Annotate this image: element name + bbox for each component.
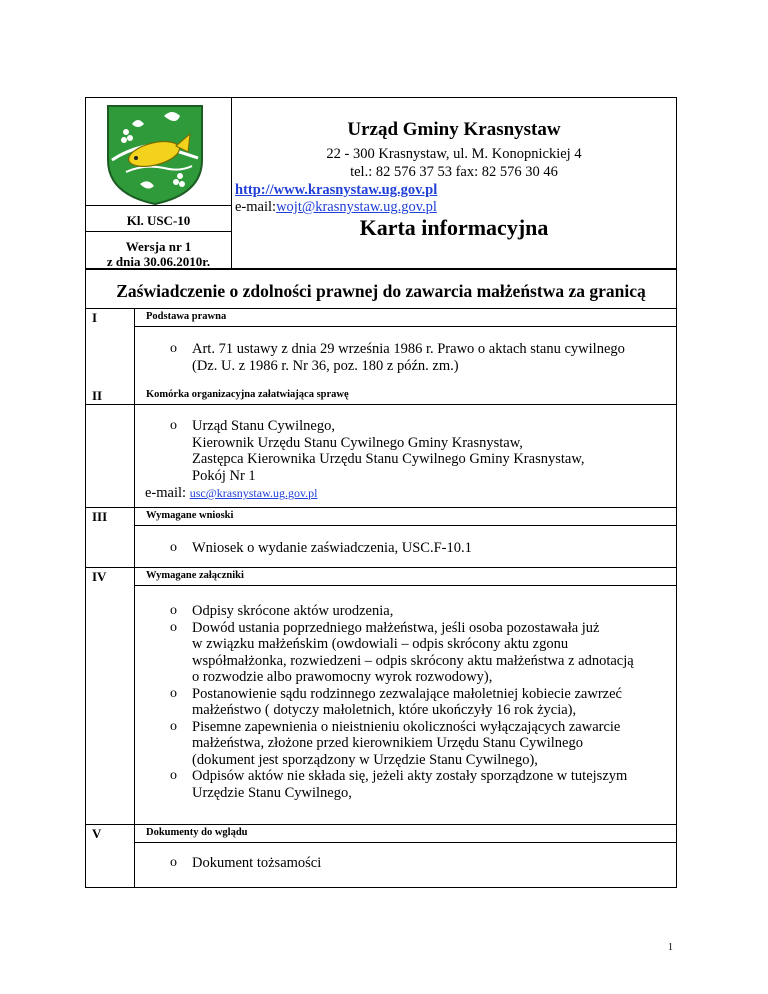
email-label: e-mail:: [235, 199, 277, 215]
column-divider: [134, 404, 135, 507]
section-heading: Dokumenty do wglądu: [146, 827, 248, 838]
header-divider: [86, 231, 231, 232]
bullet-icon: o: [170, 685, 177, 701]
office-address: 22 - 300 Krasnystaw, ul. M. Konopnickiej 4: [326, 146, 582, 162]
section-heading-underline: [134, 585, 676, 586]
document-title: Zaświadczenie o zdolności prawnej do zawarcia małżeństwa za granicą: [116, 281, 646, 301]
section-items: [170, 603, 670, 801]
email-label: e-mail:: [145, 485, 187, 501]
section-heading-underline: [134, 842, 676, 843]
card-version: [86, 239, 231, 269]
card-title: Karta informacyjna: [359, 215, 549, 240]
section-heading-underline: [134, 404, 676, 405]
section-number: V: [92, 826, 102, 841]
section-items: [170, 540, 670, 557]
office-name: Urząd Gminy Krasnystaw: [347, 119, 561, 140]
list-item: o Pisemne zapewnienia o nieistnieniu okoliczności wyłączających zawarcie małżeństwa, złożone przed kierownikiem Urzędu Stanu Cywilnego (dokument jest sporządzony w Urzędzie Stanu Cywilnego),: [170, 718, 621, 768]
version-number: Wersja nr 1: [125, 239, 192, 254]
list-item: o Art. 71 ustawy z dnia 29 września 1986 r. Prawo o aktach stanu cywilnego (Dz. U. z 1986 r. Nr 36, poz. 180 z późn. zm.): [170, 341, 625, 374]
section-heading: Wymagane załączniki: [146, 570, 244, 581]
website-link[interactable]: http://www.krasnystaw.ug.gov.pl: [235, 182, 438, 198]
row-divider: [86, 567, 676, 568]
usc-email-line: [145, 485, 318, 502]
section-number: II: [92, 388, 103, 403]
bullet-icon: o: [170, 540, 177, 555]
list-item: o Dowód ustania poprzedniego małżeństwa, jeśli osoba pozostawała już w związku małżeńskim (owdowiali – odpis skrócony aktu zgonu współmałżonka, rozwiedzeni – odpis skrócony aktu małżeństwa z adnotacją o rozwodzie albo prawomocny wyrok rozwodowy),: [170, 619, 634, 685]
section-items: [170, 341, 670, 374]
column-divider: [134, 308, 135, 404]
bullet-icon: o: [170, 718, 177, 734]
bullet-icon: o: [170, 855, 177, 870]
column-divider: [134, 507, 135, 567]
list-item: o Odpisy skrócone aktów urodzenia,: [170, 603, 394, 619]
list-item: o Postanowienie sądu rodzinnego zezwalające małoletniej kobiecie zawrzeć małżeństwo ( dotyczy małoletnich, które ukończyły 16 rok życia),: [170, 685, 622, 718]
coat-of-arms-icon: [104, 102, 206, 206]
office-email-link[interactable]: wojt@krasnystaw.ug.gov.pl: [276, 199, 437, 215]
page-number: 1: [668, 942, 673, 953]
section-heading: Wymagane wnioski: [146, 510, 234, 521]
section-items: [170, 418, 670, 484]
column-divider: [134, 824, 135, 887]
usc-email-link[interactable]: usc@krasnystaw.ug.gov.pl: [189, 486, 318, 500]
row-divider: [86, 824, 676, 825]
section-number: IV: [92, 569, 107, 584]
section-heading-underline: [134, 326, 676, 327]
row-divider: [86, 308, 676, 309]
section-number: III: [92, 509, 108, 524]
section-heading: Komórka organizacyjna załatwiająca sprawę: [146, 389, 349, 400]
header-divider: [86, 205, 231, 206]
column-divider: [134, 567, 135, 824]
office-phone-fax: tel.: 82 576 37 53 fax: 82 576 30 46: [350, 164, 558, 180]
bullet-icon: o: [170, 418, 177, 433]
information-card: [85, 97, 677, 888]
row-divider: [86, 507, 676, 508]
bullet-icon: o: [170, 768, 177, 783]
bullet-icon: o: [170, 603, 177, 618]
section-items: [170, 855, 670, 872]
bullet-icon: o: [170, 341, 177, 356]
section-heading: Podstawa prawna: [146, 311, 227, 322]
list-item: o Dokument tożsamości: [170, 855, 322, 871]
header-divider: [86, 268, 676, 270]
section-number: I: [92, 310, 98, 325]
list-item: o Odpisów aktów nie składa się, jeżeli akty zostały sporządzone w tutejszym Urzędzie Stanu Cywilnego,: [170, 768, 628, 801]
version-date: z dnia 30.06.2010r.: [106, 254, 211, 269]
list-item: o Wniosek o wydanie zaświadczenia, USC.F-10.1: [170, 540, 472, 556]
card-code: Kl. USC-10: [126, 213, 191, 228]
list-item: o Urząd Stanu Cywilnego, Kierownik Urzędu Stanu Cywilnego Gminy Krasnystaw, Zastępca Kierownika Urzędu Stanu Cywilnego Gminy Krasnystaw, Pokój Nr 1: [170, 418, 585, 484]
section-heading-underline: [134, 525, 676, 526]
office-email-line: [235, 199, 437, 216]
header-divider: [231, 98, 232, 268]
bullet-icon: o: [170, 619, 177, 635]
